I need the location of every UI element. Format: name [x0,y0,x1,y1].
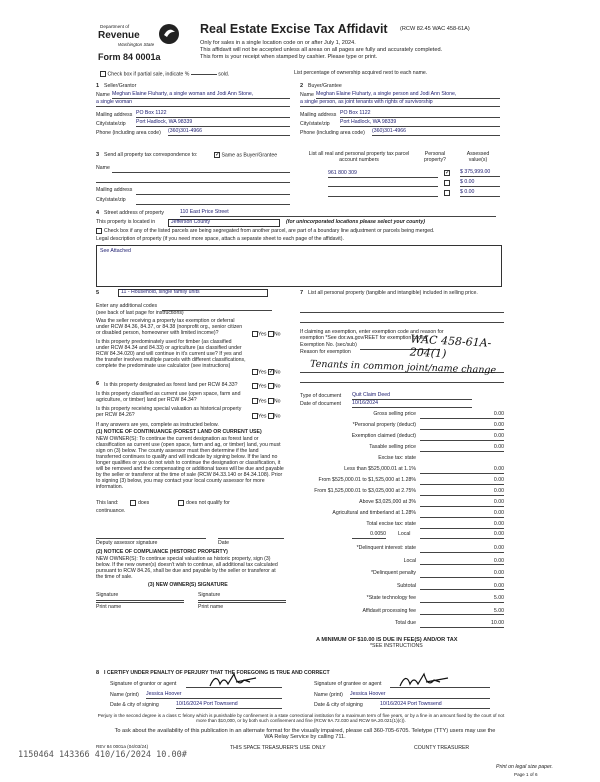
handwritten-wac: WAC 458-61A-204(1) [409,332,492,361]
located-label: This property is located in [96,219,156,225]
historic-yes-label: Yes [258,413,267,420]
correspondence-heading: Send all property tax correspondence to: [104,152,198,158]
alternate-format-note: To ask about the availability of this publication in an alternate format for the visually impaired, please call 360-705-6705. Teletype (TTY) users may use the WA Relay Service by calling 711. [114,728,496,741]
section-number-2: 2 [300,83,304,89]
land-does-not-checkbox[interactable] [178,500,184,506]
tax2-label: *Delinquent penalty [371,570,416,576]
buyer-name-field-2[interactable]: a single person, as joint tenants with rights of survivorship [300,100,500,107]
tax-label: From $525,000.01 to $1,525,000 at 1.28% [318,477,416,483]
county-treasurer-label: COUNTY TREASURER [414,745,470,751]
tax2-label: *State technology fee [366,595,416,601]
assessed-field-2[interactable]: $ 0.00 [460,180,500,187]
personal-property-field-2[interactable] [300,322,504,323]
owner-signature-label-1: Signature [96,592,119,598]
tax-label: From $1,525,000.01 to $3,025,000 at 2.75% [314,488,416,494]
partial-sale-row [100,71,229,78]
seller-name-field[interactable]: Meghan Elaine Fluharty, a single woman and Jodi Ann Stone, [112,92,290,99]
notice2-title: (2) NOTICE OF COMPLIANCE (HISTORIC PROPERTY) [96,549,228,555]
seller-mailing-field[interactable]: PO Box 1122 [136,111,290,118]
current-use-yes-label: Yes [258,398,267,405]
tax2-value[interactable]: 0.00 [420,559,504,566]
grantee-name-label: Name (print) [314,692,343,698]
owner-print-label-1: Print name [96,604,122,610]
exemption-question: Was the seller receiving a property tax exemption or deferral under RCW 84.36, 84.37, or 84.38 (nonprofit org., senior citizen or disabled person, homeowner with limited income)? [96,318,243,336]
tax-label: Total excise tax: state [366,521,416,527]
use-code-section [96,289,292,376]
section-number-6: 6 [96,381,100,387]
reason-label: Reason for exemption [300,349,351,355]
buyer-mailing-label: Mailing address [300,112,337,118]
cashier-stamp: 1150464 143366 410/16/2024 10.00# [18,750,187,760]
personal-checkbox-2[interactable] [444,180,450,186]
parcel-header: List all real and personal property tax parcel account numbers [308,151,410,163]
correspondence-name-label: Name [96,165,110,171]
same-as-buyer-label: Same as Buyer/Grantee [221,152,278,159]
see-back-note: (see back of last page for instructions) [96,310,184,316]
assessed-field-1[interactable]: $ 375,999.00 [460,170,500,177]
reason-field-2[interactable] [300,382,504,383]
grantor-signature-icon [206,670,266,692]
property-section [96,210,506,290]
grantee-name-field[interactable]: Jessica Hoover [350,692,490,699]
form-number: Form 84 0001a [98,52,161,62]
forest-yes-label: Yes [258,383,267,390]
tax2-value[interactable]: 0.00 [420,584,504,591]
dor-logo-icon [158,22,180,46]
tax2-value[interactable]: 5.00 [420,596,504,603]
tax-label: Less than $525,000.01 at 1.1% [344,466,416,472]
this-land-label: This land: [96,500,119,506]
correspondence-name-field[interactable] [112,172,290,173]
grantor-date-label: Date & city of signing [110,702,159,708]
section-number-3: 3 [96,152,100,158]
owner-signature-field-2[interactable] [198,600,286,601]
legal-paper-note: Print on legal size paper. [496,764,553,770]
answers-note: If any answers are yes, complete as instructed below. [96,422,219,428]
tax2-label: Total due [394,620,416,626]
street-field[interactable]: 110 East Price Street [180,210,496,217]
deputy-signature-field[interactable] [96,538,206,539]
parcel-table [300,152,500,208]
located-note: (for unincorporated locations please select your county) [286,219,425,225]
tax-label: Gross selling price [373,411,416,417]
personal-property-field-1[interactable] [300,312,504,313]
see-instructions: *SEE INSTRUCTIONS [370,643,423,649]
local-label: Local [398,531,411,537]
buyer-section [300,83,500,147]
timber-yes-label: Yes [258,369,267,376]
tax-value[interactable]: 0.00 [420,478,504,485]
owner-print-label-2: Print name [198,604,224,610]
grantee-date-label: Date & city of signing [314,702,363,708]
personal-checkbox-1[interactable]: ✓ [445,170,451,176]
buyer-city-label: City/state/zip [300,121,330,127]
segregated-checkbox[interactable] [96,228,102,234]
parcel-field-3[interactable] [328,191,438,197]
tax-label: *Personal property (deduct) [352,422,416,428]
grantor-sig-label: Signature of grantor or agent [110,681,177,687]
tax2-label: Local [403,557,416,564]
assessed-header: Assessed value(s) [466,151,490,163]
county-select[interactable]: Jefferson County [168,219,280,227]
date-doc-field[interactable]: 10/16/2024 [352,401,472,408]
seller-mailing-label: Mailing address [96,112,133,118]
exemption-yes-label: Yes [258,331,267,338]
timber-yes-no [252,369,281,376]
title-citation: (RCW 82.45 WAC 458-61A) [400,26,470,32]
local-rate-field[interactable]: 0.0050 [352,532,386,539]
local-value-field[interactable]: 0.00 [420,532,504,539]
historic-yes-no [252,413,281,420]
tax-value[interactable]: 0.00 [420,500,504,507]
historic-question: Is this property receiving special valuation as historical property per RCW 84.26? [96,406,242,418]
tax-value[interactable]: 0.00 [420,423,504,430]
forest-no-label: No [273,383,281,390]
parcel-field-2[interactable] [328,181,438,187]
section-number-4: 4 [96,210,100,216]
seller-heading: Seller/Grantor [104,83,137,89]
dept-line2: Revenue [98,30,140,41]
notice2-body: NEW OWNER(S): To continue special valuation as historic property, sign (3) below. If the new owner(s) doesn't wish to continue, all additional tax calculated pursuant to RCW 84.26, shall be due and payable by the seller or transferor at the time of sale. [96,556,278,580]
current-use-question: Is this property classified as current use (open space, farm and agriculture, or timber) land per RCW 84.34? [96,391,241,403]
seller-city-label: City/state/zip [96,121,126,127]
page-title: Real Estate Excise Tax Affidavit [200,22,388,36]
land-does-checkbox[interactable] [130,500,136,506]
same-as-buyer-checkbox[interactable]: ✓ [215,152,221,158]
section-number-5: 5 [96,290,100,296]
seller-name-label: Name [96,92,110,98]
grantor-name-field[interactable]: Jessica Hoover [146,692,282,699]
tax2-value[interactable]: 0.00 [420,546,504,553]
parcel-field-1[interactable]: 961 800 309 [328,171,438,178]
sold-label: sold. [218,71,230,78]
owner-print-field-2[interactable] [198,602,286,603]
header-note3: This form is your receipt when stamped by cashier. Please type or print. [200,54,378,60]
tax2-value[interactable]: 10.00 [420,621,504,628]
correspondence-mailing-field[interactable] [136,194,290,195]
historic-no-label: No [273,413,281,420]
revision-label: REV 84 0001a (04/03/24) [96,744,149,749]
legal-description-field[interactable] [96,245,502,287]
buyer-name-label: Name [300,92,314,98]
deputy-date-field[interactable] [218,538,284,539]
seller-name-field-2[interactable]: a single woman [96,100,290,107]
exemption-text: If claiming an exemption, enter exemption code and reason for exemption *See dor.wa.gov/REET for exemption codes* [300,329,444,341]
tax-value[interactable]: 0.00 [420,445,504,452]
use-code-select[interactable]: 11 - Household, single family units [118,289,268,297]
dept-line3: Washington State [118,42,155,47]
exemption-yes-no [252,331,281,338]
designation-section [96,380,292,670]
partial-sale-checkbox[interactable] [100,71,106,77]
continuance-label: continuance. [96,508,126,514]
buyer-city-field[interactable]: Port Hadlock, WA 98339 [340,120,500,127]
correspondence-city-field[interactable] [136,204,290,205]
tax-value[interactable]: 0.00 [420,511,504,518]
dept-line1: Department of [100,24,130,29]
tax2-value[interactable]: 0.00 [420,571,504,578]
assessed-field-3[interactable]: $ 0.00 [460,190,500,197]
buyer-mailing-field[interactable]: PO Box 1122 [340,111,500,118]
certify-statement: I CERTIFY UNDER PENALTY OF PERJURY THAT THE FOREGOING IS TRUE AND CORRECT [104,670,330,676]
page-number: Page 1 of 6 [514,772,538,777]
tax-value[interactable]: 0.00 [420,434,504,441]
segregated-label: Check box if any of the listed parcels are being segregated from another parcel, are part of a boundary line adjustment or parcels being merged. [104,228,435,234]
grantor-name-label: Name (print) [110,692,139,698]
buyer-heading: Buyer/Grantee [308,83,342,89]
current-use-no-label: No [273,398,281,405]
grantor-date-field[interactable]: 10/16/2024 Port Townsend [176,702,282,709]
date-doc-label: Date of document [300,401,341,407]
header-note2: This affidavit will not be accepted unless all areas on all pages are fully and accurately completed. [200,47,443,53]
type-doc-field[interactable]: Quit Claim Deed [352,393,472,400]
seller-phone-field[interactable]: (360)301-4966 [168,129,290,136]
land-does-label: does [138,500,150,506]
tax-value[interactable]: 0.00 [420,412,504,419]
legal-label: Legal description of property (if you need more space, attach a separate sheet to each page of the affidavit). [96,236,344,242]
section-number-7: 7 [300,290,304,296]
tax-label: Exemption claimed (deduct) [351,433,416,439]
ownership-note: List percentage of ownership acquired next to each name. [294,70,428,76]
tax2-label: *Delinquent interest: state [356,545,416,551]
timber-question: Is this property predominately used for timber (as classified under RCW 84.34 and 84.33) or agriculture (as classified under RCW 84.34.020) and will continue in it's current use? If yes and the transfer involves multiple parcels with different classifications, complete the predominate use calculator (see instructions) [96,339,246,369]
treasurer-use-label: THIS SPACE TREASURER'S USE ONLY [230,745,326,751]
notice1-body: NEW OWNER(S): To continue the current designation as forest land or classification as current use (open space, farm and ag, or timber) land, you must sign on (3) below. The county assessor must then determine if the land transferred continues to qualify and will indicate by signing below. If the land no longer qualifies or you do not wish to continue the designation or classification, it will be removed and the compensating or additional taxes will be due and payable by the seller or transferor at the time of sale (RCW 84.33.140 or 84.34.108). Prior to signing (3) below, you may contact your local county assessor for more information. [96,436,284,490]
personal-property-label: List all personal property (tangible and intangible) included in selling price. [308,290,478,296]
exemption-no-label: No [273,331,281,338]
tax-label: Taxable selling price [369,444,416,450]
tax2-label: Subtotal [396,582,416,589]
same-as-buyer-row [214,152,277,159]
additional-codes-label: Enter any additional codes [96,303,158,309]
buyer-phone-label: Phone (including area code) [300,130,365,136]
seller-phone-label: Phone (including area code) [96,130,161,136]
type-doc-label: Type of document [300,393,342,399]
tax-value[interactable]: 0.00 [420,489,504,496]
exemption-no-label: Exemption No. (sec/sub) [300,342,357,348]
buyer-name-field[interactable]: Meghan Elaine Fluharty, a single person and Jodi Ann Stone, [316,92,500,99]
deputy-date-label: Date [218,540,229,546]
handwritten-reason: Tenants in common joint/name change [309,358,497,377]
seller-city-field[interactable]: Port Hadlock, WA 98339 [136,120,290,127]
forest-yes-no [252,383,281,390]
tax2-value[interactable]: 5.00 [420,609,504,616]
owner-signature-label-2: Signature [198,592,221,598]
personal-property-section [300,290,506,410]
correspondence-name-field-2[interactable] [96,182,290,183]
tax-label: Agricultural and timberland at 1.28% [332,510,416,516]
partial-sale-label: Check box if partial sale, indicate % [107,71,190,78]
tax-label: Above $3,025,000 at 3% [359,499,416,505]
tax-calculation [300,410,506,649]
minimum-due-note: A MINIMUM OF $10.00 IS DUE IN FEE(S) AND/OR TAX [316,637,458,643]
personal-checkbox-3[interactable] [444,190,450,196]
current-use-yes-no [252,398,281,405]
dor-logo [96,22,186,70]
correspondence-section [96,152,296,208]
tax2-label: Affidavit processing fee [362,607,416,614]
correspondence-mailing-label: Mailing address [96,187,133,193]
grantee-date-field[interactable]: 10/16/2024 Port Townsend [380,702,490,709]
correspondence-city-label: City/state/zip [96,197,126,203]
owner-signature-field-1[interactable] [96,600,184,601]
grantee-sig-label: Signature of grantee or agent [314,681,382,687]
timber-no-checkbox[interactable]: ✓ [268,369,274,375]
perjury-statement: Perjury in the second degree is a class C felony which is punishable by confinement in a state correctional institution for a maximum term of five years, or by a fine in an amount fixed by the court of not more than $10,000, or by both such confinement and fine (RCW 9A.72.030 and RCW 9A.20.021(1)(c)). [97,713,505,724]
new-owner-sig-heading: (3) NEW OWNER(S) SIGNATURE [148,582,228,588]
tax-value[interactable]: 0.00 [420,467,504,474]
forest-question: Is this property designated as forest land per RCW 84.33? [104,382,238,388]
section-number-1: 1 [96,83,100,89]
land-does-not-label: does not qualify for [186,500,230,506]
tax-label: Excise tax: state [378,455,416,461]
notice1-title: (1) NOTICE OF CONTINUANCE (FOREST LAND OR CURRENT USE) [96,429,262,435]
street-label: Street address of property [104,210,164,216]
owner-print-field-1[interactable] [96,602,184,603]
timber-no-label: No [273,369,281,376]
personal-header: Personal property? [424,151,446,163]
buyer-phone-field[interactable]: (360)301-4966 [372,129,500,136]
grantee-signature-icon [396,670,456,692]
header-note1: Only for sales in a single location code on or after July 1, 2024. [200,40,356,46]
section-number-8: 8 [96,670,100,676]
seller-section [96,83,292,147]
deputy-signature-label: Deputy assessor signature [96,540,158,546]
tax-value[interactable]: 0.00 [420,522,504,529]
legal-description-value: See Attached [100,248,131,254]
